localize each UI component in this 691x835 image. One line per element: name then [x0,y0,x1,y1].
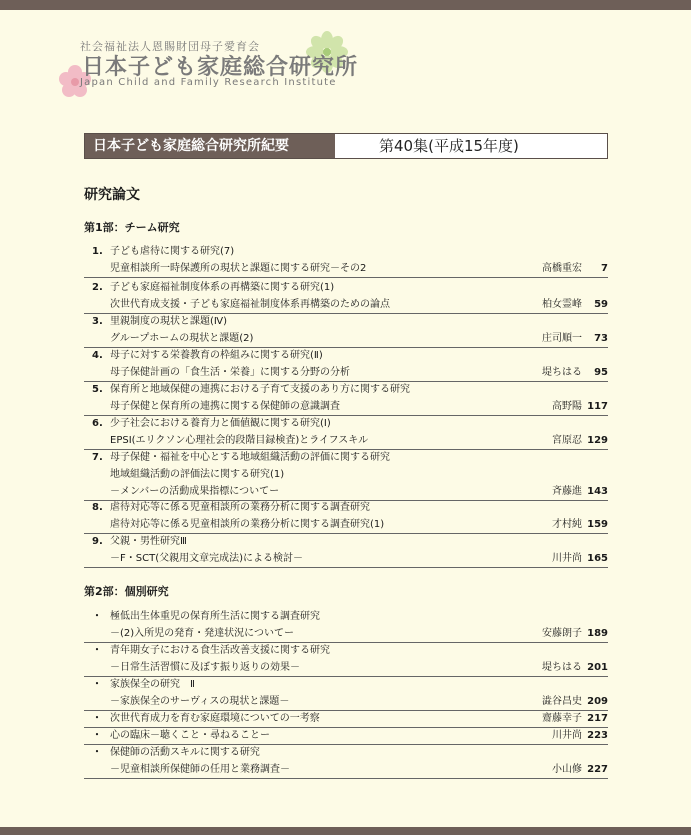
entry-title-line [84,533,608,550]
entry-page-number: 227 [587,764,608,775]
institute-logo [60,30,390,110]
entry-title: 虐待対応等に係る児童相談所の業務分析に関する調査研究 [110,502,370,513]
entry-author: 川井尚 [552,553,582,564]
entry-title-line [84,744,608,761]
entry-number: ・ [92,747,102,758]
entry-title-line [84,608,608,625]
entry-page-number: 117 [587,401,608,412]
organization-name: 日本子ども家庭総合研究所 [82,55,359,80]
organization-subtitle: 社会福祉法人恩賜財団母子愛育会 [80,40,260,53]
organization-english-name: Japan Child and Family Research Institute [80,77,337,88]
entry-page-number: 143 [587,486,608,497]
toc-entry[interactable] [84,744,608,779]
entry-title: 母子に対する栄養教育の枠組みに関する研究(Ⅱ) [110,350,323,361]
toc-entry[interactable] [84,279,608,314]
toc-entry[interactable] [84,642,608,677]
entry-title: 心の臨床－聴くこと・尋ねることー [110,730,270,741]
entry-title: 青年期女子における食生活改善支援に関する研究 [110,645,330,656]
entry-title: 極低出生体重児の保育所生活に関する調査研究 [110,611,320,622]
top-border-bar [0,0,691,10]
entry-number: ・ [92,730,102,741]
entry-author: 宮原忍 [552,435,582,446]
entry-number: ・ [92,713,102,724]
entry-subtitle-line [84,659,608,676]
entry-title-line [84,415,608,432]
entry-title: 家族保全の研究 Ⅱ [110,679,195,690]
entry-title-line [84,676,608,693]
entry-subtitle-line [84,550,608,567]
entry-subtitle-line [84,625,608,642]
volume-label: 第40集(平成15年度) [379,137,519,155]
entry-title-line [84,710,608,727]
entry-subtitle: 地域組織活動の評価法に関する研究(1) [110,469,285,480]
entry-title: 父親・男性研究Ⅲ [110,536,187,547]
entry-title: 保育所と地域保健の連携における子育て支援のあり方に関する研究 [110,384,410,395]
toc-entry[interactable] [84,415,608,450]
entry-subtitle-line [84,761,608,778]
toc-entry[interactable] [84,710,608,728]
entry-author: 柏女霊峰 [542,299,582,310]
entry-number: 2. [92,282,103,293]
entry-title: 母子保健・福祉を中心とする地域組織活動の評価に関する研究 [110,452,390,463]
entry-author: 澁谷昌史 [542,696,582,707]
section-title: 研究論文 [84,187,140,203]
entry-subtitle-line [84,296,608,313]
entry-title-line [84,313,608,330]
entry-author: 小山修 [552,764,582,775]
entry-number: ・ [92,645,102,656]
entry-author: 川井尚 [552,730,582,741]
entry-author: 堤ちはる [542,662,582,673]
entry-subtitle-line [84,260,608,277]
entry-subtitle: EPSI(エリクソン心理社会的段階目録検査)とライフスキル [110,435,369,446]
entry-author: 安藤朗子 [542,628,582,639]
entry-author: 齋藤幸子 [542,713,582,724]
entry-title: 里親制度の現状と課題(Ⅳ) [110,316,228,327]
toc-entry[interactable] [84,347,608,382]
toc-entry[interactable] [84,381,608,416]
entry-title: 保健師の活動スキルに関する研究 [110,747,260,758]
entry-page-number: 223 [587,730,608,741]
entry-number: 7. [92,452,103,463]
entry-subtitle: 児童相談所一時保護所の現状と課題に関する研究－その2 [110,263,367,274]
toc-entry[interactable] [84,676,608,711]
entry-subtitle: －日常生活習慣に及ぼす振り返りの効果－ [110,662,300,673]
toc-entry[interactable] [84,499,608,534]
entry-subtitle: 母子保健と保育所の連携に関する保健師の意識調査 [110,401,340,412]
entry-title-line [84,279,608,296]
bottom-border-bar [0,827,691,835]
entry-author: 高野陽 [552,401,582,412]
entry-title: 次世代育成力を育む家庭環境についての一考察 [110,713,320,724]
entry-subtitle: －家族保全のサーヴィスの現状と課題－ [110,696,290,707]
entry-page-number: 165 [587,553,608,564]
entry-author: 高橋重宏 [542,263,582,274]
part-title: 第1部：チーム研究 [84,221,180,234]
entry-number: 5. [92,384,103,395]
entry-subtitle: －メンバーの活動成果指標についてー [110,486,280,497]
entry-title-line [84,499,608,516]
toc-entry[interactable] [84,727,608,745]
entry-title: 子ども虐待に関する研究(7) [110,246,235,257]
entry-page-number: 217 [587,713,608,724]
entry-author: 庄司順一 [542,333,582,344]
entry-page-number: 7 [601,263,608,274]
entry-page-number: 73 [594,333,608,344]
toc-entry[interactable] [84,533,608,568]
entry-number: ・ [92,679,102,690]
entry-subtitle-line [84,364,608,381]
journal-title: 日本子ども家庭総合研究所紀要 [85,134,335,158]
journal-title-bar [84,133,608,159]
entry-title-line [84,449,608,466]
entry-title-line [84,642,608,659]
entry-number: 9. [92,536,103,547]
entry-subtitle: 母子保健計画の「食生活・栄養」に関する分野の分析 [110,367,350,378]
entry-page-number: 129 [587,435,608,446]
entry-number: 6. [92,418,103,429]
entry-author: 堤ちはる [542,367,582,378]
entry-page-number: 201 [587,662,608,673]
entry-author: 才村純 [552,519,582,530]
toc-entry[interactable] [84,243,608,278]
entry-number: 3. [92,316,103,327]
entry-subtitle-line [84,398,608,415]
entry-author: 斉藤進 [552,486,582,497]
entry-subtitle-line [84,432,608,449]
entry-subtitle: 次世代育成支援・子ども家庭福祉制度体系再構築のための論点 [110,299,390,310]
entry-title-line [84,243,608,260]
entry-subtitle: －(2)入所児の発育・発達状況についてー [110,628,294,639]
entry-page-number: 189 [587,628,608,639]
entry-page-number: 209 [587,696,608,707]
entry-title: 子ども家庭福祉制度体系の再構築に関する研究(1) [110,282,335,293]
entry-subtitle-line [84,483,608,500]
entry-title: 少子社会における養育力と価値観に関する研究(Ⅰ) [110,418,331,429]
entry-subtitle: －F・SCT(父親用文章完成法)による検討－ [110,553,303,564]
entry-page-number: 95 [594,367,608,378]
entry-subtitle-line [84,693,608,710]
entry-page-number: 59 [594,299,608,310]
entry-number: 1. [92,246,103,257]
entry-subtitle: －児童相談所保健師の任用と業務調査－ [110,764,290,775]
toc-entry[interactable] [84,608,608,643]
entry-subtitle-line [84,330,608,347]
entry-page-number: 159 [587,519,608,530]
entry-title-line [84,727,608,744]
entry-number: 4. [92,350,103,361]
toc-entry[interactable] [84,449,608,501]
entry-subtitle-line [84,466,608,483]
entry-title-line [84,347,608,364]
entry-subtitle: グループホームの現状と課題(2) [110,333,254,344]
entry-subtitle-line [84,516,608,533]
part-title: 第2部：個別研究 [84,585,169,598]
entry-subtitle: 虐待対応等に係る児童相談所の業務分析に関する調査研究(1) [110,519,385,530]
entry-number: ・ [92,611,102,622]
entry-number: 8. [92,502,103,513]
entry-title-line [84,381,608,398]
toc-entry[interactable] [84,313,608,348]
